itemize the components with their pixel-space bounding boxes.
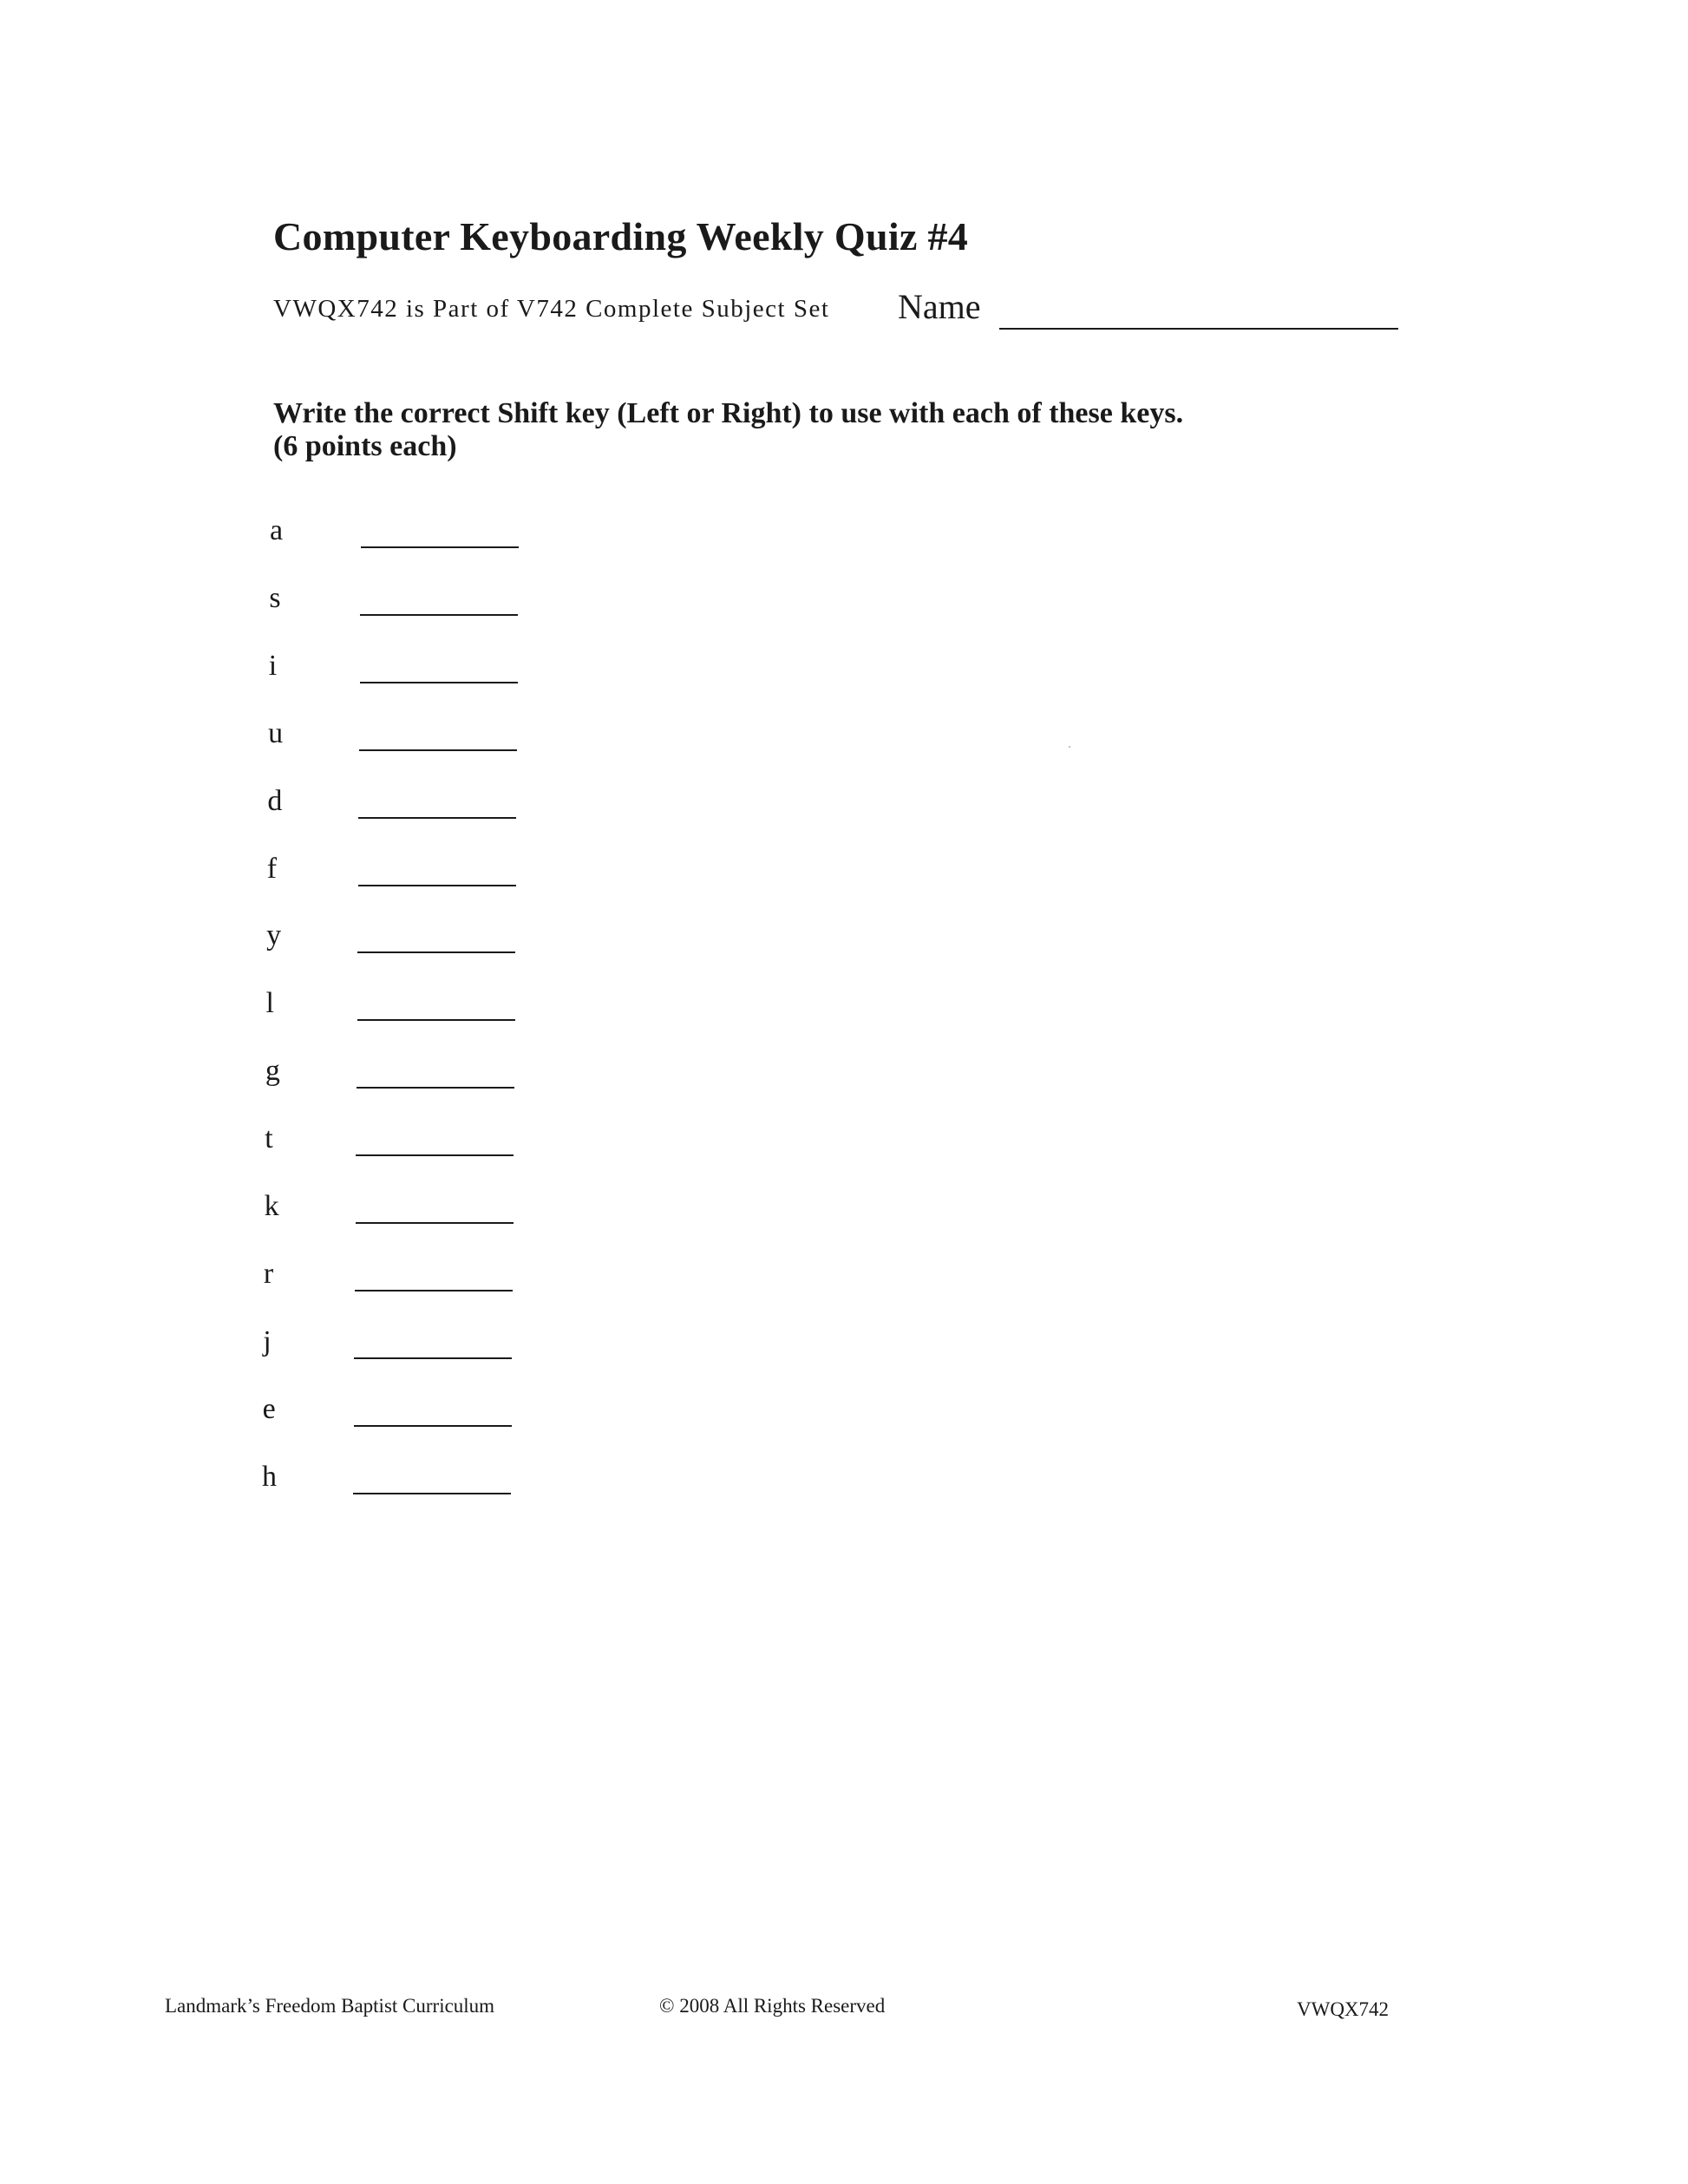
instructions-line-2: (6 points each) xyxy=(273,430,457,462)
key-letter: u xyxy=(268,716,284,749)
footer-publisher: Landmark’s Freedom Baptist Curriculum xyxy=(165,1995,495,2017)
key-letter: s xyxy=(269,581,281,614)
key-letter: y xyxy=(266,919,282,952)
set-subtitle: VWQX742 is Part of V742 Complete Subject Set xyxy=(273,295,830,323)
answer-blank-line[interactable] xyxy=(357,1019,515,1021)
name-blank-line[interactable] xyxy=(999,328,1398,330)
instructions xyxy=(273,397,1183,463)
footer-code: VWQX742 xyxy=(1297,1998,1390,2020)
answer-blank-line[interactable] xyxy=(357,1087,514,1089)
answer-blank-line[interactable] xyxy=(358,885,516,886)
answer-blank-line[interactable] xyxy=(354,1425,512,1427)
key-letter: t xyxy=(265,1122,273,1155)
scan-speck xyxy=(1069,746,1070,748)
instructions-line-1: Write the correct Shift key (Left or Right) to use with each of these keys. xyxy=(273,397,1184,429)
answer-blank-line[interactable] xyxy=(356,1154,514,1156)
key-letter: a xyxy=(270,514,284,546)
key-letter: f xyxy=(266,852,278,885)
answer-blank-line[interactable] xyxy=(357,951,515,953)
answer-blank-line[interactable] xyxy=(360,682,518,683)
answer-blank-line[interactable] xyxy=(361,546,519,548)
key-letter: g xyxy=(265,1055,280,1088)
answer-blank-line[interactable] xyxy=(356,1222,514,1224)
page-title: Computer Keyboarding Weekly Quiz #4 xyxy=(273,214,969,258)
answer-blank-line[interactable] xyxy=(354,1357,512,1359)
answer-blank-line[interactable] xyxy=(353,1493,511,1494)
key-letter: k xyxy=(264,1190,279,1222)
key-letter: l xyxy=(265,987,274,1020)
key-letter: j xyxy=(263,1324,272,1357)
answer-blank-line[interactable] xyxy=(358,817,516,819)
answer-blank-line[interactable] xyxy=(355,1290,513,1291)
footer-copyright: © 2008 All Rights Reserved xyxy=(659,1995,886,2017)
key-letter: h xyxy=(262,1460,277,1493)
key-letter: e xyxy=(262,1392,276,1425)
name-label: Name xyxy=(898,287,981,326)
key-letter: r xyxy=(263,1257,274,1290)
key-letter: i xyxy=(268,649,278,682)
answer-blank-line[interactable] xyxy=(359,749,517,751)
answer-blank-line[interactable] xyxy=(360,614,518,616)
key-letter: d xyxy=(267,784,283,817)
